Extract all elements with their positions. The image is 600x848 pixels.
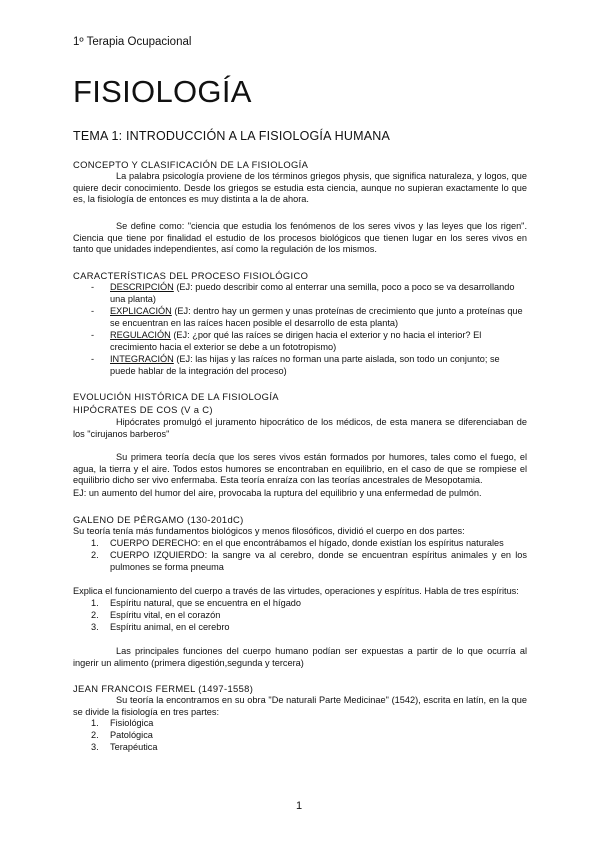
paragraph: Hipócrates promulgó el juramento hipocrático de los médicos, de esta manera se diferenciaban de los "cirujanos barberos" — [73, 417, 527, 439]
dash-bullet: - — [91, 282, 95, 292]
section-heading-caracteristicas: CARACTERÍSTICAS DEL PROCESO FISIOLÓGICO — [73, 270, 309, 281]
page-number: 1 — [296, 800, 303, 812]
list-text: Terapéutica — [110, 742, 158, 752]
list-number: 2. — [91, 550, 99, 560]
list-text: Patológica — [110, 730, 153, 740]
paragraph: Se define como: "ciencia que estudia los fenómenos de los seres vivos y las leyes que los rigen". Ciencia que tiene por finalidad el estudio de los procesos biológicos que tienen lugar en los seres vivos en tanto que unidades independientes, así como la regulación de los mismos. — [73, 221, 527, 255]
paragraph: Su teoría tenía más fundamentos biológicos y menos filosóficos, dividió el cuerpo en dos partes: — [73, 526, 465, 536]
paragraph: Su primera teoría decía que los seres vivos están formados por humores, tales como el fuego, el agua, la tierra y el aire. Todos estos humores se encontraban en equilibrio, en el caso de que se rompiese el equilibrio dicho ser vivo enfermaba. Esta teoría enraíza con las teorías ancestrales de Mesopotamia. — [73, 452, 527, 486]
list-number: 2. — [91, 730, 99, 740]
list-text: Espíritu animal, en el cerebro — [110, 622, 230, 632]
page-header: 1º Terapia Ocupacional — [73, 36, 192, 48]
paragraph: La palabra psicología proviene de los términos griegos physis, que significa naturaleza, y logos, que quiere decir conocimiento. Desde los griegos se estudia esta ciencia, aunque no supieran exactamente lo que es, la fisiología de entonces es muy distinta a la de ahora. — [73, 171, 527, 205]
list-text: Espíritu natural, que se encuentra en el hígado — [110, 598, 302, 608]
list-number: 2. — [91, 610, 99, 620]
list-text: CUERPO DERECHO: en el que encontrábamos el hígado, donde existían los espíritus naturales — [110, 538, 504, 548]
list-number: 1. — [91, 598, 99, 608]
section-heading-concepto: CONCEPTO Y CLASIFICACIÓN DE LA FISIOLOGÍA — [73, 159, 309, 170]
list-text: (EJ: ¿por qué las raíces se dirigen hacia el exterior y no hacia el interior? El crecimiento hacia el exterior se debe a un fototropismo) — [110, 330, 482, 352]
subheading-galeno: GALENO DE PÉRGAMO (130-201dC) — [73, 514, 244, 525]
dash-bullet: - — [91, 306, 95, 316]
section-heading-evolucion: EVOLUCIÓN HISTÓRICA DE LA FISIOLOGÍA — [73, 391, 279, 402]
list-text: (EJ: dentro hay un germen y unas proteínas de crecimiento que junto a proteínas que se encuentran en las raíces hacen posible el desarrollo de esta planta) — [110, 306, 523, 328]
list-number: 3. — [91, 622, 99, 632]
list-number: 1. — [91, 718, 99, 728]
paragraph: Las principales funciones del cuerpo humano podían ser expuestas a partir de lo que ocurría al ingerir un alimento (primera digestión,segunda y tercera) — [73, 646, 527, 668]
paragraph: Su teoría la encontramos en su obra "De naturali Parte Medicinae" (1542), escrita en latín, en la que se divide la fisiología en tres partes: — [73, 695, 527, 717]
list-text: Fisiológica — [110, 718, 154, 728]
list-text: (EJ: las hijas y las raíces no forman una parte aislada, son todo un conjunto; se puede hablar de la integración del proceso) — [110, 354, 500, 376]
paragraph: Explica el funcionamiento del cuerpo a través de las virtudes, operaciones y espíritus. Habla de tres espíritus: — [73, 586, 519, 596]
dash-bullet: - — [91, 330, 95, 340]
topic-heading: TEMA 1: INTRODUCCIÓN A LA FISIOLOGÍA HUMANA — [73, 129, 390, 143]
list-text: (EJ: puedo describir como al enterrar una semilla, poco a poco se va desarrollando una planta) — [110, 282, 515, 304]
list-term: REGULACIÓN — [110, 330, 171, 340]
list-term: DESCRIPCIÓN — [110, 282, 174, 292]
list-number: 3. — [91, 742, 99, 752]
dash-bullet: - — [91, 354, 95, 364]
paragraph: EJ: un aumento del humor del aire, provocaba la ruptura del equilibrio y una enfermedad de pulmón. — [73, 488, 482, 498]
page-title: FISIOLOGÍA — [73, 74, 252, 109]
list-term: INTEGRACIÓN — [110, 354, 174, 364]
list-term: EXPLICACIÓN — [110, 306, 172, 316]
subheading-hipocrates: HIPÓCRATES DE COS (V a C) — [73, 404, 213, 415]
list-number: 1. — [91, 538, 99, 548]
list-text: CUERPO IZQUIERDO: la sangre va al cerebro, donde se encuentran espíritus animales y en los pulmones se forma pneuma — [110, 550, 527, 572]
subheading-fermel: JEAN FRANCOIS FERMEL (1497-1558) — [73, 683, 254, 694]
list-text: Espíritu vital, en el corazón — [110, 610, 221, 620]
